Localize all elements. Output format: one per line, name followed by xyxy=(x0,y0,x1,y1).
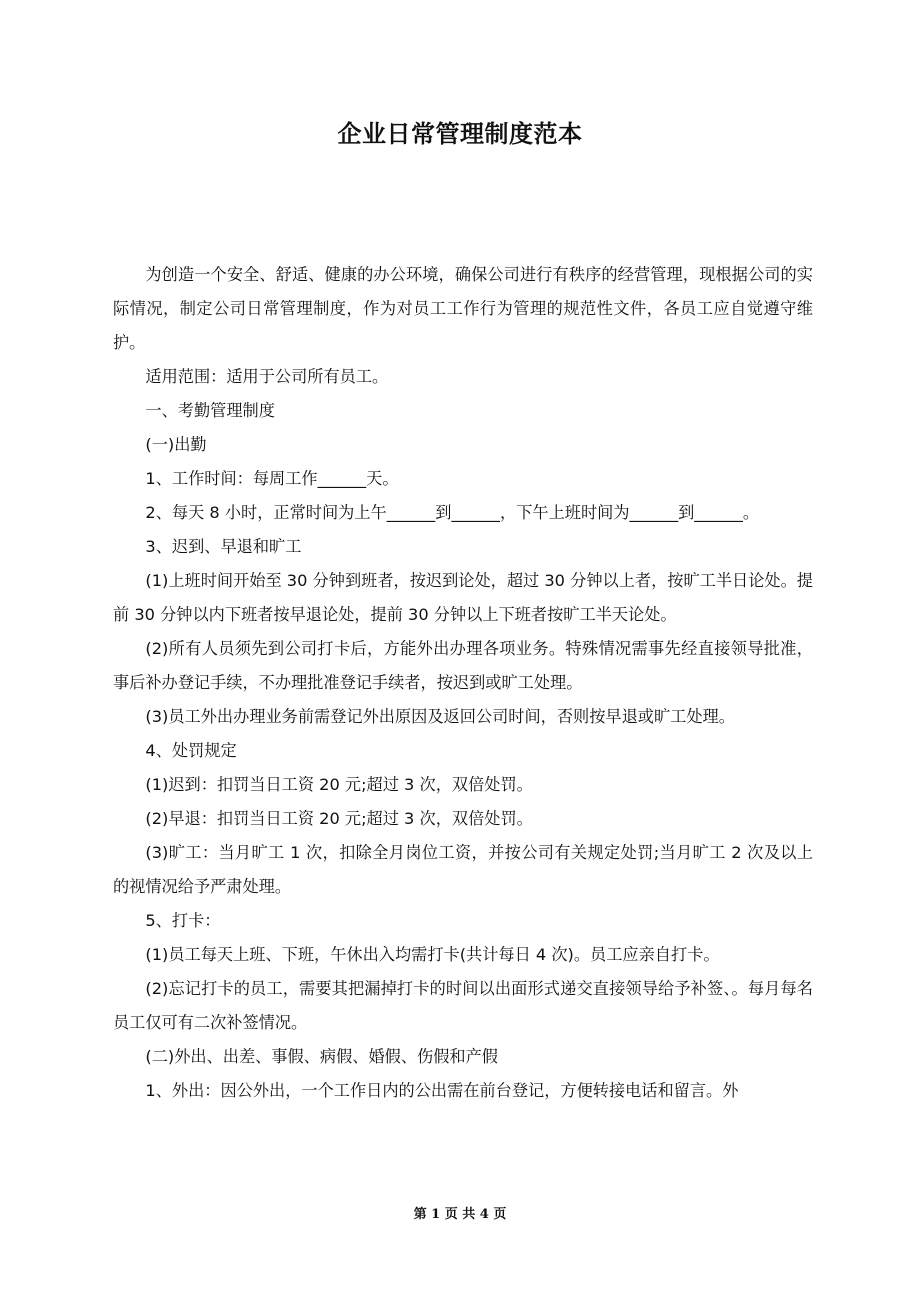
document-title: 企业日常管理制度范本 xyxy=(337,120,583,148)
item-heading-lateness: 3、迟到、早退和旷工 xyxy=(145,537,302,556)
paragraph-penalty-early: (2)早退：扣罚当日工资 20 元;超过 3 次，双倍处罚。 xyxy=(145,809,533,828)
item-heading-penalties: 4、处罚规定 xyxy=(145,741,237,760)
paragraph-scope: 适用范围：适用于公司所有员工。 xyxy=(145,367,389,386)
item-heading-clock-in: 5、打卡： xyxy=(145,911,221,930)
document-body xyxy=(113,258,813,1108)
page-footer: 第 1 页 共 4 页 xyxy=(413,1207,507,1222)
paragraph-clock-in-rule-2: (2)忘记打卡的员工，需要其把漏掉打卡的时间以出面形式递交直接领导给予补签、。每月每名员工仅可有二次补签情况。 xyxy=(113,979,813,1032)
subsection-heading-attendance: (一)出勤 xyxy=(145,435,207,454)
paragraph-work-hours: 2、每天 8 小时，正常时间为上午______到______，下午上班时间为______到______。 xyxy=(145,503,760,522)
paragraph-work-days: 1、工作时间：每周工作______天。 xyxy=(145,469,399,488)
paragraph-penalty-absent: (3)旷工：当月旷工 1 次，扣除全月岗位工资，并按公司有关规定处罚;当月旷工 2 次及以上的视情况给予严肃处理。 xyxy=(113,843,813,896)
section-heading-attendance: 一、考勤管理制度 xyxy=(145,401,275,420)
paragraph-lateness-rule-3: (3)员工外出办理业务前需登记外出原因及返回公司时间，否则按早退或旷工处理。 xyxy=(145,707,735,726)
paragraph-intro: 为创造一个安全、舒适、健康的办公环境，确保公司进行有秩序的经营管理，现根据公司的实际情况，制定公司日常管理制度，作为对员工工作行为管理的规范性文件，各员工应自觉遵守维护。 xyxy=(113,265,813,352)
paragraph-lateness-rule-2: (2)所有人员须先到公司打卡后，方能外出办理各项业务。特殊情况需事先经直接领导批准，事后补办登记手续，不办理批准登记手续者，按迟到或旷工处理。 xyxy=(113,639,813,692)
paragraph-penalty-late: (1)迟到：扣罚当日工资 20 元;超过 3 次，双倍处罚。 xyxy=(145,775,533,794)
paragraph-clock-in-rule-1: (1)员工每天上班、下班，午休出入均需打卡(共计每日 4 次)。员工应亲自打卡。 xyxy=(145,945,720,964)
paragraph-outing: 1、外出：因公外出，一个工作日内的公出需在前台登记，方便转接电话和留言。外 xyxy=(145,1081,739,1100)
subsection-heading-leave: (二)外出、出差、事假、病假、婚假、伤假和产假 xyxy=(145,1047,498,1066)
paragraph-lateness-rule-1: (1)上班时间开始至 30 分钟到班者，按迟到论处，超过 30 分钟以上者，按旷工半日论处。提前 30 分钟以内下班者按早退论处，提前 30 分钟以上下班者按旷工半天论处。 xyxy=(113,571,813,624)
